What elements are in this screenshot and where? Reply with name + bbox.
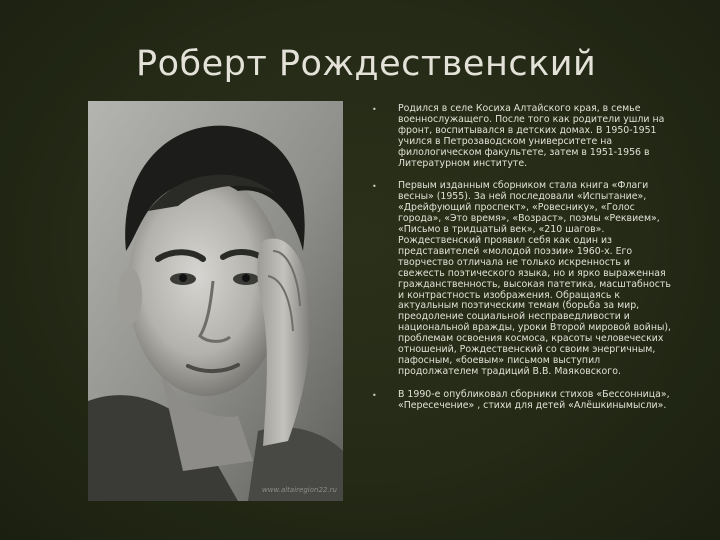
bullet-marker: • — [372, 105, 377, 114]
bullet-marker: • — [372, 390, 377, 400]
bullet-text: Первым изданным сборником стала книга «Флаги весны» (1955). За ней последовали «Испытание», «Дрейфующий проспект», «Ровеснику», «Голос города», «Это время», «Возраст», поэмы «Реквием», «Письмо в тридцатый век», «210 шагов». Рождественский проявил себя как один из представителей «молодой поэзии» 1960-х. Его творчество отличала не только искренность и свежесть поэтического языка, но и ярко выраженная гражданственность, высокая патетика, масштабность и контрастность изображения. Обращаясь к актуальным поэтическим темам (борьба за мир, преодоление социальной несправедливости и национальной вражды, уроки Второй мировой войны), проблемам освоения космоса, красоты человеческих отношений, Рождественский со своим энергичным, пафосным, «боевым» письмом выступил продолжателем традиций В.В. Маяковского. — [398, 180, 671, 377]
portrait-photo — [88, 101, 343, 501]
portrait-image — [88, 101, 343, 501]
bullet-text: В 1990-е опубликовал сборники стихов «Бессонница», «Пересечение» , стихи для детей «Алёшкинымысли». — [398, 388, 670, 411]
slide-title: Роберт Рождественский — [136, 44, 597, 84]
photo-watermark: www.altairegion22.ru — [262, 486, 337, 494]
bullet-list — [372, 104, 677, 412]
bullet-marker: • — [372, 182, 377, 192]
bullet-item — [372, 181, 677, 377]
bullet-text: Родился в селе Косиха Алтайского края, в семье военнослужащего. После того как родители ушли на фронт, воспитывался в детских домах. В 1950-1951 учился в Петрозаводском университете на филологическом факультете, затем в 1951-1956 в Литературном институте. — [398, 103, 665, 169]
bullet-item — [372, 390, 677, 412]
bullet-item — [372, 104, 677, 169]
